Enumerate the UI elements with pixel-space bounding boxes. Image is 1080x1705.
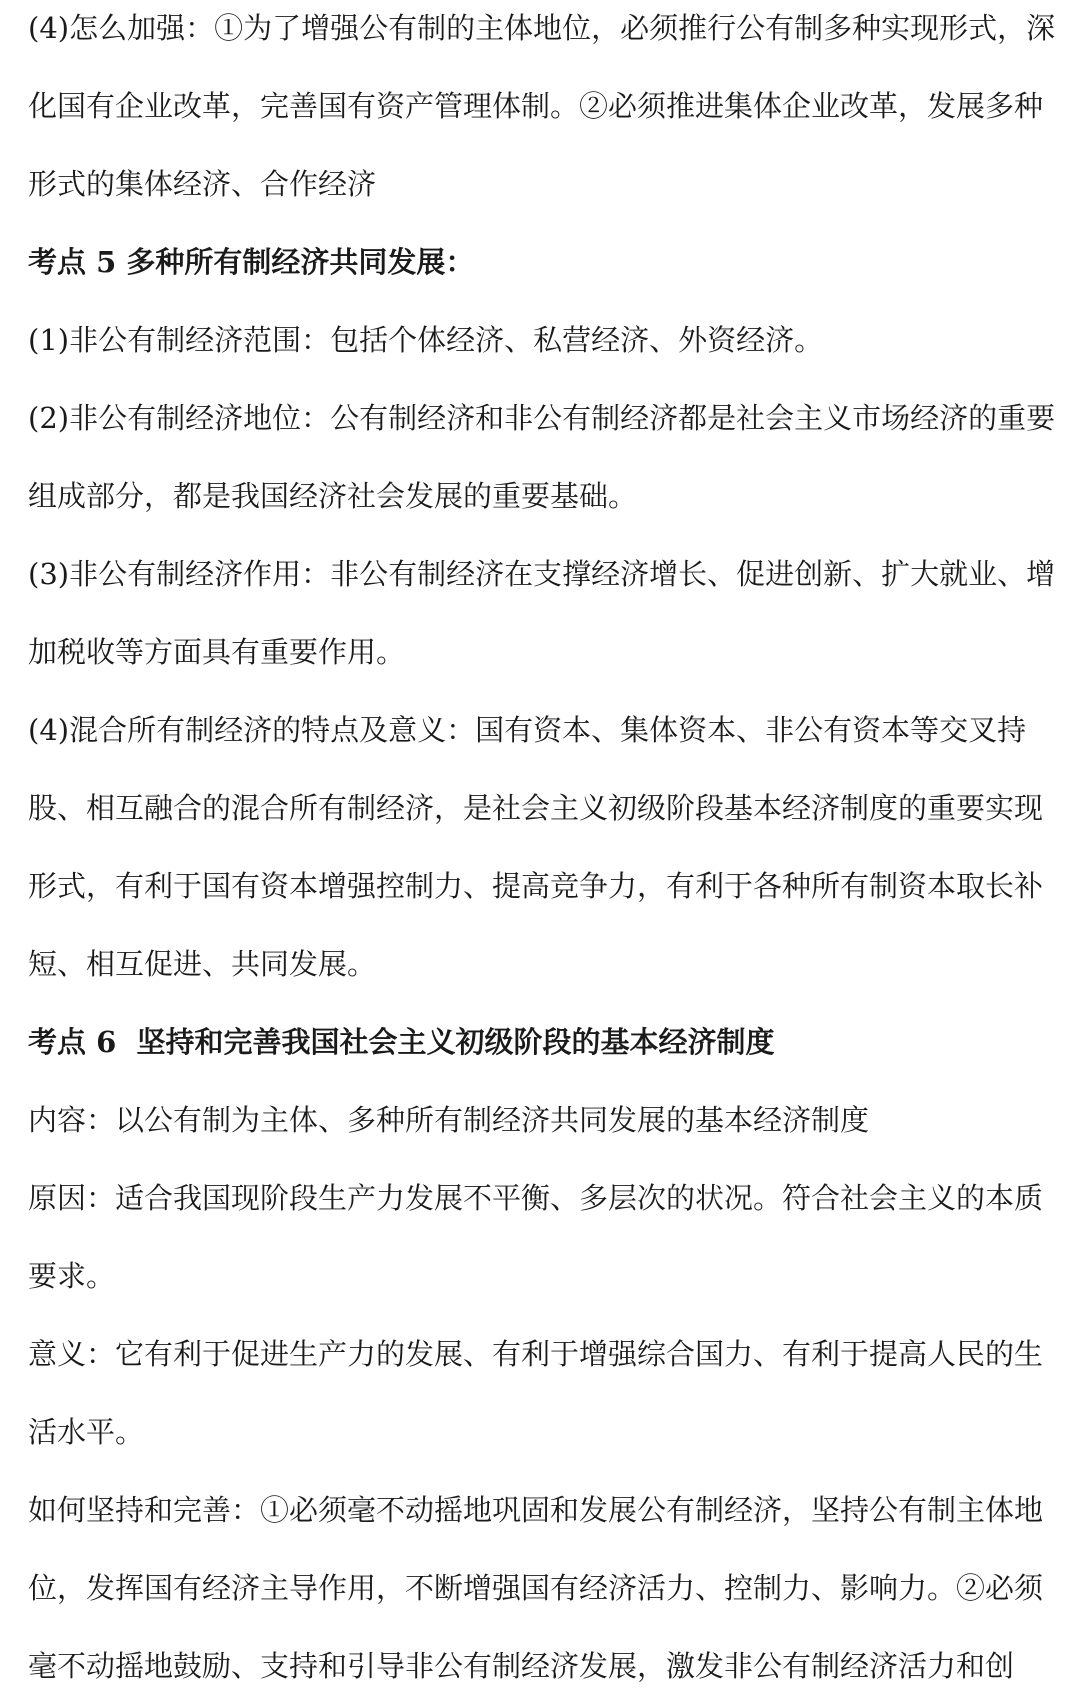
paragraph-non-public-role: (3)非公有制经济作用：非公有制经济在支撑经济增长、促进创新、扩大就业、增加税收等方面具有重要作用。 xyxy=(28,557,1056,669)
paragraph-non-public-status: (2)非公有制经济地位：公有制经济和非公有制经济都是社会主义市场经济的重要组成部分，都是我国经济社会发展的重要基础。 xyxy=(28,401,1056,513)
paragraph-how-to-uphold: 如何坚持和完善：①必须毫不动摇地巩固和发展公有制经济，坚持公有制主体地位，发挥国有经济主导作用，不断增强国有经济活力、控制力、影响力。②必须毫不动摇地鼓励、支持和引导非公有制经济发展，激发非公有制经济活力和创 xyxy=(28,1493,1044,1683)
heading-point-5: 考点 5 多种所有制经济共同发展： xyxy=(28,245,475,279)
paragraph-reason: 原因：适合我国现阶段生产力发展不平衡、多层次的状况。符合社会主义的本质要求。 xyxy=(28,1181,1044,1293)
paragraph-mixed-ownership: (4)混合所有制经济的特点及意义：国有资本、集体资本、非公有资本等交叉持股、相互融合的混合所有制经济，是社会主义初级阶段基本经济制度的重要实现形式，有利于国有资本增强控制力、提高竞争力，有利于各种所有制资本取长补短、相互促进、共同发展。 xyxy=(28,713,1044,981)
paragraph-strengthen-public-ownership: (4)怎么加强：①为了增强公有制的主体地位，必须推行公有制多种实现形式，深化国有企业改革，完善国有资产管理体制。②必须推进集体企业改革，发展多种形式的集体经济、合作经济 xyxy=(28,11,1056,201)
heading-point-6: 考点 6 坚持和完善我国社会主义初级阶段的基本经济制度 xyxy=(28,1025,775,1059)
paragraph-non-public-scope: (1)非公有制经济范围：包括个体经济、私营经济、外资经济。 xyxy=(28,323,824,357)
paragraph-content: 内容：以公有制为主体、多种所有制经济共同发展的基本经济制度 xyxy=(28,1103,870,1137)
paragraph-significance: 意义：它有利于促进生产力的发展、有利于增强综合国力、有利于提高人民的生活水平。 xyxy=(28,1337,1044,1449)
